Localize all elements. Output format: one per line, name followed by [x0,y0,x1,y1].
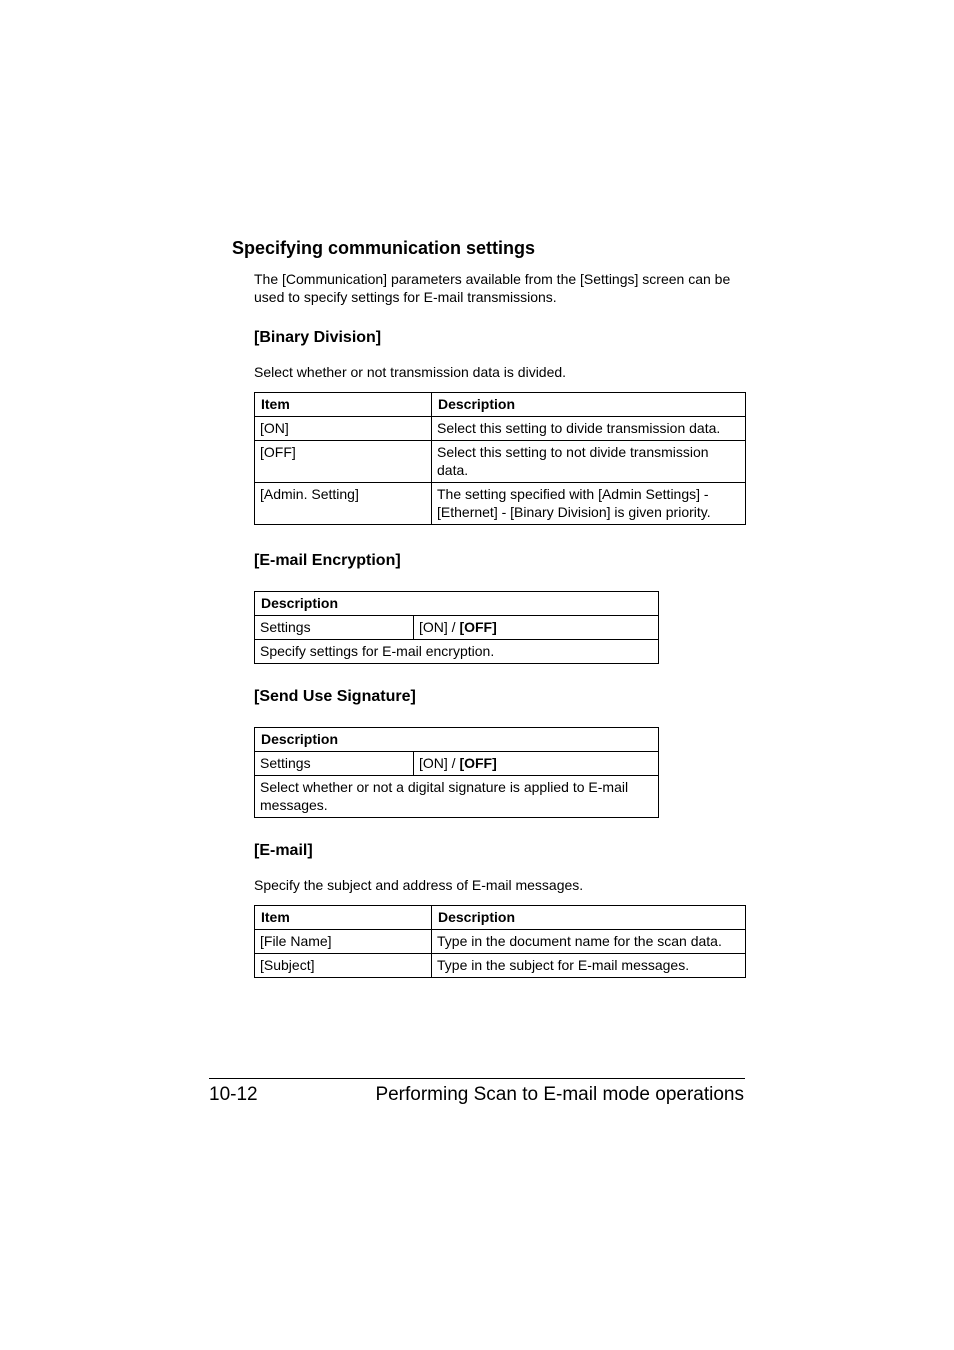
item-cell: [OFF] [255,441,432,483]
table-row [255,930,746,954]
table-row [255,441,746,483]
description-cell: The setting specified with [Admin Settings] - [Ethernet] - [Binary Division] is given priority. [432,483,746,525]
page-title: Specifying communication settings [232,238,536,258]
description-cell: Select this setting to not divide transmission data. [432,441,746,483]
column-header-description: Description [255,728,659,752]
table-header-row [255,906,746,930]
table-row [255,752,659,776]
table-row [255,417,746,441]
binary-division-lead: Select whether or not transmission data is divided. [254,364,567,380]
binary-division-heading: [Binary Division] [254,329,382,346]
column-header-description: Description [432,393,746,417]
column-header-item: Item [255,906,432,930]
description-cell: Type in the document name for the scan data. [432,930,746,954]
table-row [255,616,659,640]
chapter-title: Performing Scan to E-mail mode operations [375,1084,744,1105]
intro-paragraph: The [Communication] parameters available from the [Settings] screen can be used to specify settings for E-mail transmissions. [254,271,731,305]
table-row [255,483,746,525]
table-header-row [255,393,746,417]
table-header-row [255,592,659,616]
settings-off-default: [OFF] [459,755,497,771]
settings-on-option: [ON] / [419,755,460,771]
table-row [255,776,659,818]
column-header-description: Description [432,906,746,930]
description-cell: Select whether or not a digital signature is applied to E-mail messages. [255,776,659,818]
binary-division-table [254,392,746,525]
send-use-signature-table [254,727,659,818]
table-row [255,954,746,978]
settings-on-option: [ON] / [419,619,460,635]
table-header-row [255,728,659,752]
email-encryption-table [254,591,659,664]
settings-label-cell: Settings [255,752,414,776]
description-cell: Type in the subject for E-mail messages. [432,954,746,978]
email-table [254,905,746,978]
description-cell: Select this setting to divide transmission data. [432,417,746,441]
column-header-item: Item [255,393,432,417]
description-cell: Specify settings for E-mail encryption. [255,640,659,664]
send-use-signature-heading: [Send Use Signature] [254,688,416,705]
item-cell: [ON] [255,417,432,441]
settings-value-cell [414,752,659,776]
page-number: 10-12 [209,1084,258,1105]
settings-label-cell: Settings [255,616,414,640]
email-lead: Specify the subject and address of E-mail messages. [254,877,584,893]
table-row [255,640,659,664]
column-header-description: Description [255,592,659,616]
email-encryption-heading: [E-mail Encryption] [254,552,401,569]
item-cell: [Subject] [255,954,432,978]
item-cell: [Admin. Setting] [255,483,432,525]
settings-off-default: [OFF] [459,619,497,635]
footer-divider [209,1078,745,1079]
email-heading: [E-mail] [254,842,313,859]
item-cell: [File Name] [255,930,432,954]
settings-value-cell [414,616,659,640]
